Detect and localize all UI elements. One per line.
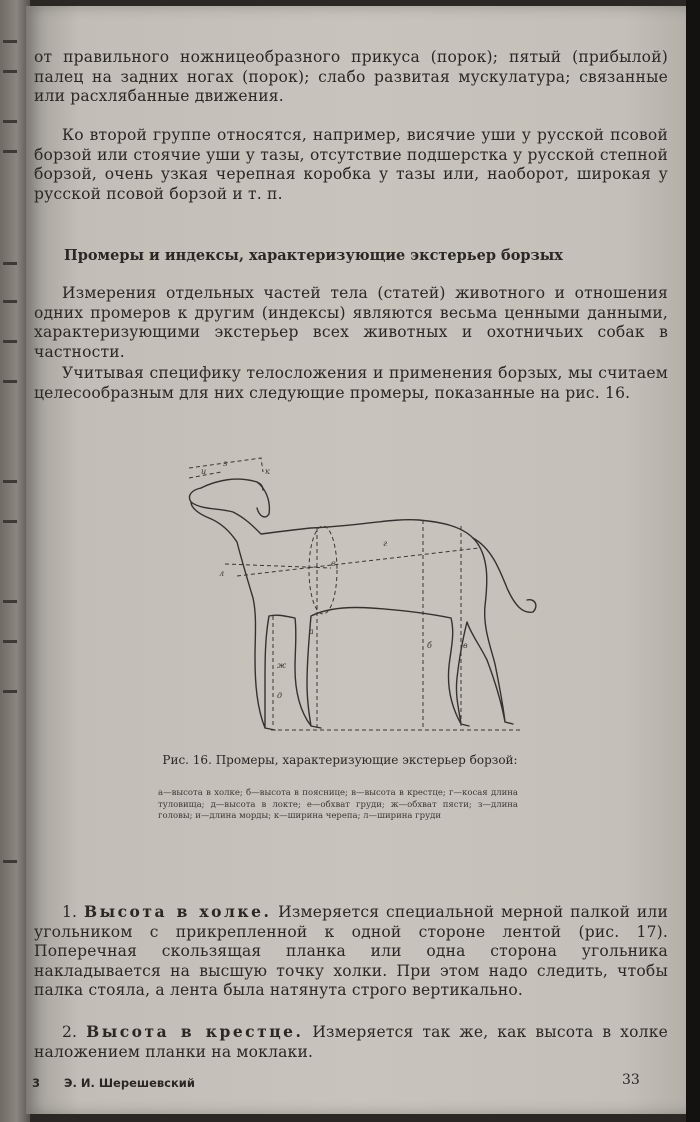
measure-croup-height (34, 1022, 668, 1062)
label-k: к (265, 467, 270, 476)
page-number: 33 (622, 1072, 640, 1088)
footer-signature (32, 1076, 195, 1090)
section-heading: Промеры и индексы, характеризующие экстерьер борзых (64, 247, 563, 264)
label-l: л (219, 569, 225, 578)
head-top (201, 479, 263, 490)
label-g: г (383, 539, 388, 548)
dog-outline (189, 488, 513, 730)
label-zh: ж (277, 661, 287, 670)
label-i: и (201, 467, 207, 476)
label-a: а (309, 627, 314, 636)
label-b: б (427, 641, 432, 650)
footer-mark: 3 (32, 1076, 41, 1090)
figure-caption: Рис. 16. Промеры, характеризующие экстерьер борзой: (162, 753, 518, 767)
measure-2-text: Измеряется так же, как высота в холке наложением планки на моклаки. (34, 1023, 668, 1061)
chest-girth-ellipse (309, 526, 337, 614)
label-v: в (463, 641, 468, 650)
top-paragraph: от правильного ножницеобразного прикуса (порок); пятый (прибылой) палец на задних ногах (порок); слабо развитая мускулатура; связанные или расхлябанные движения. (34, 48, 668, 106)
measure-2-number: 2. (62, 1023, 78, 1041)
paragraph-second-group: Ко второй группе относятся, например, висячие уши у русской псовой борзой или стоячие уши у тазы, отсутствие подшерстка у русской степной борзой, очень узкая черепная коробка у тазы или, наоборот, широкая у русской псовой борзой и т. п. (34, 126, 668, 203)
footer-author: Э. И. Шерешевский (64, 1076, 195, 1090)
paragraph-measurements: Измерения отдельных частей тела (статей) животного и отношения одних промеров к другим (индексы) являются весьма ценными данными, характеризующими экстерьер всех животных и охотничьих собак в частности. (34, 284, 668, 361)
paragraph-figure-reference: Учитывая специфику телосложения и применения борзых, мы считаем целесообразным для них следующие промеры, показанные на рис. 16. (34, 364, 668, 402)
borzoi-measurement-figure (161, 438, 551, 748)
dog-tail (473, 538, 536, 612)
measure-1-term: Высота в холке. (83, 902, 272, 921)
measure-withers-height (34, 902, 668, 1001)
figure-legend: а—высота в холке; б—высота в пояснице; в—высота в крестце; г—косая длина туловища; д—высота в локте; е—обхват груди; ж—обхват пясти; з—длина головы; и—длина морды; к—ширина черепа; л—ширина груди (158, 788, 518, 821)
body-length-line (237, 548, 479, 576)
label-d: д (277, 691, 283, 700)
measure-1-text: Измеряется специальной мерной палкой или угольником с прикрепленной к одной стороне лентой (рис. 17). Поперечная скользящая планка или одна сторона угольника накладывается на высшую точку холки. При этом надо следить, чтобы палка стояла, а лента была натянута строго вертикально. (34, 903, 668, 1000)
measure-2-term: Высота в крестце. (86, 1022, 304, 1041)
background-edge (686, 0, 700, 1122)
book-page (26, 6, 690, 1114)
measure-1-number: 1. (62, 903, 78, 921)
label-z: з (223, 459, 228, 468)
label-e: е (331, 559, 336, 568)
